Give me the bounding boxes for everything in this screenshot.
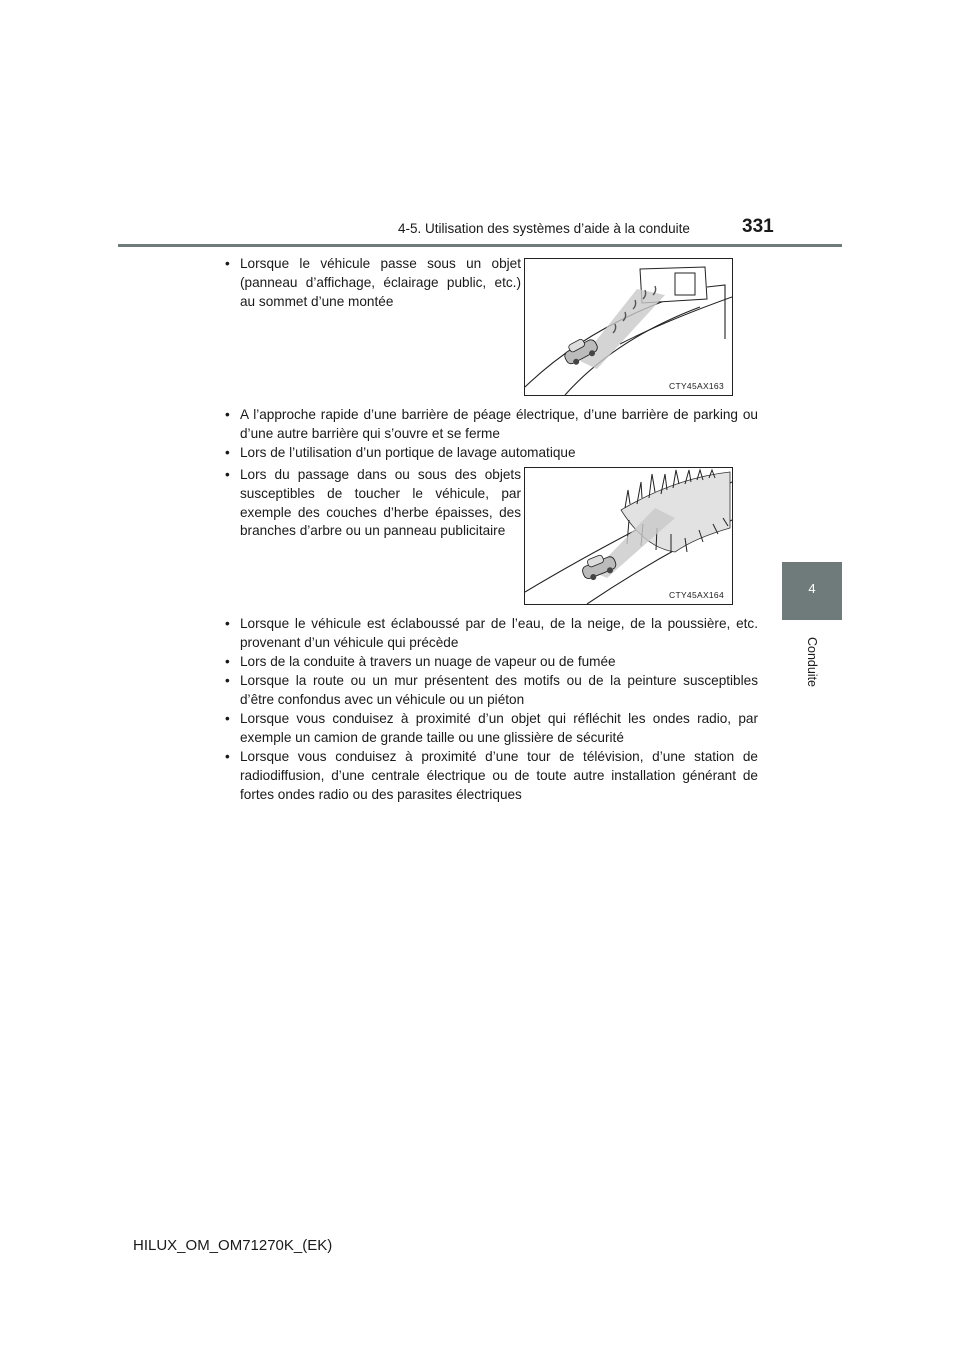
- overhead-sign-drawing: [525, 259, 732, 395]
- bullet-item: • Lorsque vous conduisez à proximité d’un objet qui réfléchit les ondes radio, par exemple un camion de grande taille ou une glissière de sécurité: [225, 711, 758, 745]
- bullet-item: • Lorsque la route ou un mur présentent des motifs ou de la peinture susceptibles d’être confondus avec un véhicule ou un piéton: [225, 673, 758, 707]
- bullet-item: • Lors de l’utilisation d’un portique de lavage automatique: [225, 445, 576, 460]
- bullet-item: • Lors de la conduite à travers un nuage de vapeur ou de fumée: [225, 654, 616, 669]
- chapter-number: 4: [808, 581, 816, 596]
- header-divider: [118, 244, 842, 247]
- page-number: 331: [742, 216, 774, 237]
- chapter-label: Conduite: [805, 636, 819, 688]
- document-code: HILUX_OM_OM71270K_(EK): [133, 1237, 333, 1254]
- bullet-item: • Lors du passage dans ou sous des objets susceptibles de toucher le véhicule, par exemple des couches d’herbe épaisses, des branches d’arbre ou un panneau publicitaire: [225, 467, 521, 539]
- bullet-item: • A l’approche rapide d’une barrière de péage électrique, d’une barrière de parking ou d’une autre barrière qui s’ouvre et se ferme: [225, 407, 758, 441]
- chapter-tab: [782, 562, 842, 620]
- illustration-thick-grass: [524, 467, 733, 605]
- illustration-overhead-sign: [524, 258, 733, 396]
- figure-code: CTY45AX163: [669, 381, 724, 391]
- figure-code: CTY45AX164: [669, 590, 724, 600]
- bullet-item: • Lorsque le véhicule passe sous un objet (panneau d’affichage, éclairage public, etc.) au sommet d’une montée: [225, 256, 521, 309]
- thick-grass-drawing: [525, 468, 732, 604]
- bullet-item: • Lorsque le véhicule est éclaboussé par de l’eau, de la neige, de la poussière, etc. provenant d’un véhicule qui précède: [225, 616, 758, 650]
- bullet-item: • Lorsque vous conduisez à proximité d’une tour de télévision, d’une station de radiodiffusion, d’une centrale électrique ou de toute autre installation générant de fortes ondes radio ou des parasites électriques: [225, 749, 758, 802]
- header-section-title: 4-5. Utilisation des systèmes d’aide à la conduite: [398, 221, 690, 236]
